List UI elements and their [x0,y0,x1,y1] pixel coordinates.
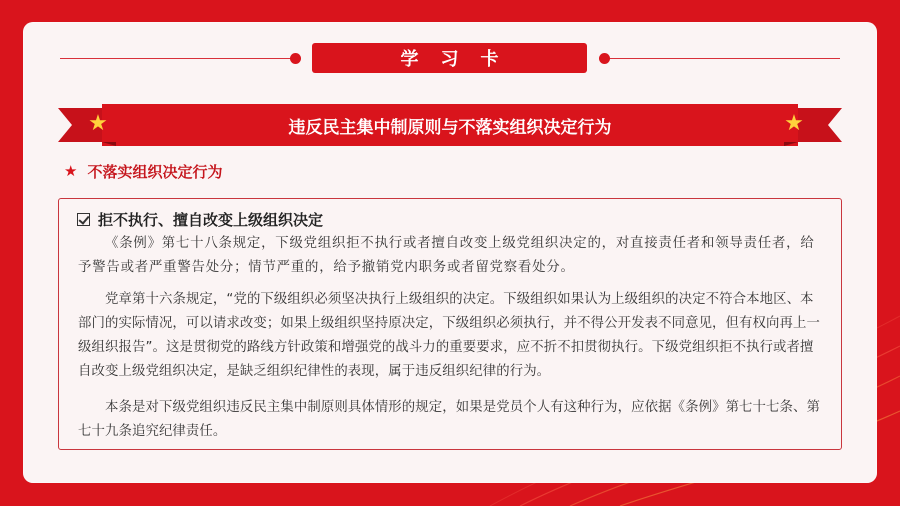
study-card-tag: 学习卡 [312,43,587,73]
divider-dot-left [290,53,301,64]
divider-dot-right [599,53,610,64]
star-icon: ★ [784,111,804,136]
paragraph-party-constitution: 党章第十六条规定，“党的下级组织必须坚决执行上级组织的决定。下级组织如果认为上级组织的决定不符合本地区、本部门的实际情况，可以请求改变；如果上级组织坚持原决定，下级组织必须执行，并不得公开发表不同意见，但有权向再上一级组织报告”。这是贯彻党的路线方针政策和增强党的战斗力的重要要求，应不折不扣贯彻执行。下级党组织拒不执行或者擅自改变上级党组织决定，是缺乏组织纪律性的表现，属于违反组织纪律的行为。 [78,292,820,379]
section-heading [77,208,323,230]
paragraph-note: 本条是对下级党组织违反民主集中制原则具体情形的规定，如果是党员个人有这种行为，应依据《条例》第七十七条、第七十九条追究纪律责任。 [78,400,820,439]
checked-box-icon [77,213,90,226]
star-icon: ★ [88,111,108,136]
section-title: 拒不执行、擅自改变上级组织决定 [98,210,324,229]
subheading [64,160,222,182]
star-icon: ★ [64,162,78,180]
paragraph-regulation: 《条例》第七十八条规定，下级党组织拒不执行或者擅自改变上级党组织决定的，对直接责任者和领导责任者，给予警告或者严重警告处分；情节严重的，给予撤销党内职务或者留党察看处分。 [78,236,815,275]
banner-title: 违反民主集中制原则与不落实组织决定行为 [288,117,612,138]
header-divider-left [60,58,294,59]
subheading-label: 不落实组织决定行为 [87,162,223,181]
header-divider-right [606,58,840,59]
